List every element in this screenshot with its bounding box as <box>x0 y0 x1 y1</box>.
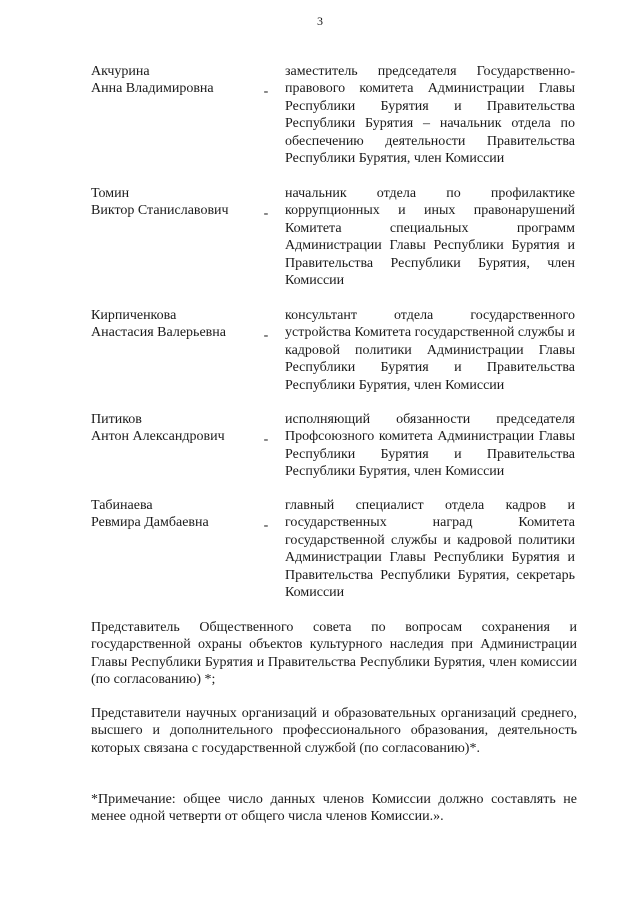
member-given-names: Анна Владимировна <box>91 81 214 97</box>
paragraph-scientific-orgs: Представители научных организаций и образовательных организаций среднего, высшего и дополнительного профессионального образования, деятельность которых связана с государственной службой (по согласованию)*. <box>91 706 577 756</box>
member-given-names: Ревмира Дамбаевна <box>91 515 209 531</box>
page-number: 3 <box>317 14 323 28</box>
member-name <box>91 185 266 220</box>
member-surname: Табинаева <box>91 498 153 513</box>
member-given-names: Антон Александрович <box>91 429 225 445</box>
member-dash: - <box>263 518 269 533</box>
member-given-names: Анастасия Валерьевна <box>91 325 226 341</box>
member-surname: Питиков <box>91 412 142 427</box>
member-role: начальник отдела по профилактике коррупционных и иных правонарушений Комитета специальных программ Администрации Главы Республики Бурятия и Правительства Республики Бурятия, член Комиссии <box>285 186 575 289</box>
member-dash: - <box>263 84 269 99</box>
member-dash: - <box>263 328 269 343</box>
member-name <box>91 63 266 98</box>
member-name <box>91 411 266 446</box>
member-role: главный специалист отдела кадров и государственных наград Комитета государственной службы и кадровой политики Администрации Главы Республики Бурятия и Правительства Республики Бурятия, секретарь Комиссии <box>285 498 575 601</box>
member-surname: Кирпиченкова <box>91 308 177 323</box>
member-surname: Акчурина <box>91 64 150 79</box>
member-dash: - <box>263 206 269 221</box>
member-surname: Томин <box>91 186 130 201</box>
member-role: консультант отдела государственного устройства Комитета государственной службы и кадровой политики Администрации Главы Республики Бурятия и Правительства Республики Бурятия, член Комиссии <box>285 308 575 393</box>
paragraph-note: *Примечание: общее число данных членов Комиссии должно составлять не менее одной четверти от общего числа членов Комиссии.». <box>91 792 577 825</box>
member-role: заместитель председателя Государственно-правового комитета Администрации Главы Республики Бурятия и Правительства Республики Бурятия – начальник отдела по обеспечению деятельности Правительства Республики Бурятия, член Комиссии <box>285 64 575 167</box>
member-dash: - <box>263 432 269 447</box>
member-given-names: Виктор Станиславович <box>91 203 229 219</box>
member-role: исполняющий обязанности председателя Профсоюзного комитета Администрации Главы Республики Бурятия и Правительства Республики Бурятия, член Комиссии <box>285 412 575 480</box>
paragraph-public-council: Представитель Общественного совета по вопросам сохранения и государственной охраны объектов культурного наследия при Администрации Главы Республики Бурятия и Правительства Республики Бурятия, член комиссии (по согласованию) *; <box>91 620 577 688</box>
member-name <box>91 497 266 532</box>
member-name <box>91 307 266 342</box>
